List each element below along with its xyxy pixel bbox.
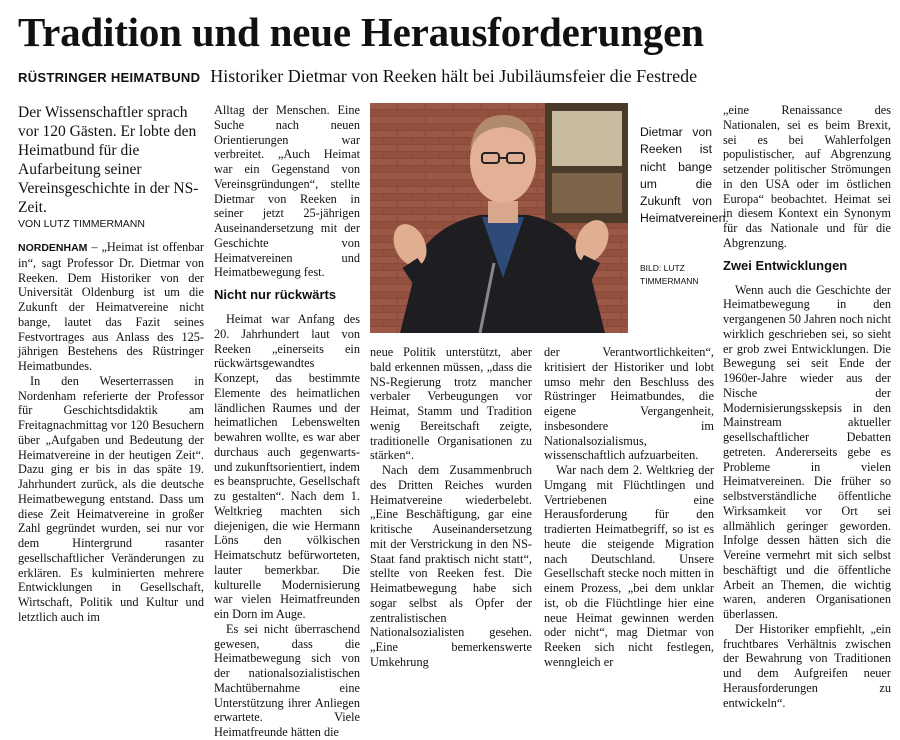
paragraph: neue Politik unterstützt, aber bald erkennen müssen, „dass die NS-Regierung trotz mancher verbaler Verbeugungen vor Heimat, Stamm und Tradition wenig Bereitschaft zeigte, traditionelle Organisationen zu stärken“. [370, 345, 532, 463]
photo-credit: BILD: LUTZ TIMMERMANN [640, 263, 699, 286]
column-5 [723, 103, 891, 710]
column-3 [370, 345, 532, 669]
paragraph: In den Weserterrassen in Nordenham referierte der Professor für Geschichtsdidaktik am Freitagnachmittag vor 120 Besuchern über „Aufgaben und Bedeutung der Heimatvereine in der heutigen Zeit“. Dazu ging er bis in das späte 19. Jahrhundert zurück, als die deutsche Heimatbewegung entstand. Dass um diese Zeit Heimatvereine in großer Zahl gegründet wurden, sei nur vor dem Hintergrund rasanter gesellschaftlicher Veränderungen zu erklären. Es kulminierten mehrere Entwicklungen in Gesellschaft, Wirtschaft, Politik und Kultur und letztlich auch im [18, 373, 204, 624]
photo-speaker [370, 103, 628, 333]
paragraph: Heimat war Anfang des 20. Jahrhundert laut von Reeken „einerseits ein rückwärtsgewandtes Konzept, das bestimmte Elemente des heimatlichen ländlichen Raumes und der heimatlichen Lebenswelten bewahren wollte, es war aber durchaus auch gegenwarts- und zukunftsorientiert, indem es beanspruchte, Gesellschaft zu gestalten“. Nach dem 1. Weltkrieg machten sich diejenigen, die wie Hermann Löns den völkischen Heimatschutz befürworteten, lauter bemerkbar. Die kulturelle Modernisierung war vielen Heimatfreunden ein Dorn im Auge. [214, 312, 360, 621]
paragraph: Der Historiker empfiehlt, „ein fruchtbares Verhältnis zwischen der Bewahrung von Traditionen und dem Aufgreifen neuer Herausforderungen zu entwickeln“. [723, 621, 891, 710]
headline: Tradition und neue Herausforderungen [18, 9, 704, 55]
byline: VON LUTZ TIMMERMANN [18, 218, 145, 230]
subtitle: Historiker Dietmar von Reeken hält bei Jubiläumsfeier die Festrede [210, 66, 698, 86]
paragraph: Alltag der Menschen. Eine Suche nach neuen Orientierungen war verbreitet. „Auch Heimat war ein Gegenstand von Vereinsgründungen“, stellte Dietmar von Reeken in seiner jetzt 25-jährigen Auseinandersetzung mit der Geschichte von Heimatvereinen und Heimatbewegung fest. [214, 103, 360, 280]
paragraph: NORDENHAM – „Heimat ist offenbar in“, sagt Professor Dr. Dietmar von Reeken. Dem Historiker von der Universität Oldenburg ist um die Zukunft der Heimatvereine nicht bange, lautet das Fazit seines Festvortrages aus Anlass des 125-jährigen Bestehens des Rüstringer Heimatbundes. [18, 240, 204, 373]
photo-illustration [370, 103, 628, 333]
section-heading: Nicht nur rückwärts [214, 287, 337, 302]
paragraph: der Verantwortlichkeiten“, kritisiert der Historiker und lobt umso mehr den Beschluss des Rüstringer Heimatbundes, die eigene Vergangenheit, insbesondere im Nationalsozialismus, wissenschaftlich aufzuarbeiten. [544, 345, 714, 463]
paragraph: Es sei nicht überraschend gewesen, dass die Heimatbewegung sich von der nationalsozialistischen Machtübernahme eine Unterstützung ihrer Anliegen erwartete. Viele Heimatfreunde hätten die [214, 621, 360, 739]
column-4 [544, 345, 714, 669]
paragraph: Nach dem Zusammenbruch des Dritten Reiches wurden Heimatvereine wiederbelebt. „Eine Beschäftigung, gar eine kritische Auseinandersetzung mit der Verstrickung in den NS-Staat fand praktisch nicht statt“, stellte von Reeken fest. Die Heimatbewegung habe sich sogar selbst als Opfer der zentralistischen Nationalsozialisten gesehen. „Eine bemerkenswerte Umkehrung [370, 463, 532, 669]
dateline: NORDENHAM [18, 242, 88, 254]
column-2 [214, 103, 360, 739]
paragraph: War nach dem 2. Weltkrieg der Umgang mit Flüchtlingen und Vertriebenen eine Herausforderung für den tradierten Heimatbegriff, so ist es heute die steigende Migration nach Deutschland. Unsere Gesellschaft stecke noch mitten in einem Prozess, „bei dem unklar ist, ob die Flüchtlinge hier eine neue Heimat gewinnen werden oder nicht“, mag Dietmar von Reeken sich nicht festlegen, wenngleich er [544, 463, 714, 669]
subhead [18, 64, 888, 90]
photo-caption: Dietmar von Reeken ist nicht bange um die Zukunft von Heimatvereinen. [640, 125, 729, 226]
teaser: Der Wissenschaftler sprach vor 120 Gästen. Er lobte den Heimatbund für die Aufarbeitung seiner Vereinsgeschichte in der NS-Zeit. [18, 104, 199, 216]
section-heading: Zwei Entwicklungen [723, 257, 848, 273]
kicker: RÜSTRINGER HEIMATBUND [18, 70, 201, 85]
paragraph: „eine Renaissance des Nationalen, sei es beim Brexit, sei es bei Wahlerfolgen populistischer, auf Abgrenzung setzender politischer Strömungen in den USA oder im östlichen Europa“ beobachtet. Heimat sei in diesem Kontext ein Synonym für das Nationale und für die Abgrenzung. [723, 103, 891, 250]
paragraph: Wenn auch die Geschichte der Heimatbewegung in den vergangenen 50 Jahren noch nicht wirklich geschrieben sei, so sieht er grob zwei Entwicklungen. Die Bewegung sei seit Ende der 1960er-Jahre wieder aus der Nische der Modernisierungsskepsis in den Mainstream aktueller gesellschaftlicher Debatten getreten. Andererseits gebe es Probleme in vielen Heimatvereinen. Die früher so selbstverständliche öffentliche Wirksamkeit vor Ort sei allmählich geringer geworden. Infolge dessen hätten sich die Vereine vermehrt mit sich selbst beschäftigt und die öffentliche Arbeit an Themen, die wichtig waren, anderen Organisationen überlassen. [723, 282, 891, 621]
column-1 [18, 240, 204, 636]
